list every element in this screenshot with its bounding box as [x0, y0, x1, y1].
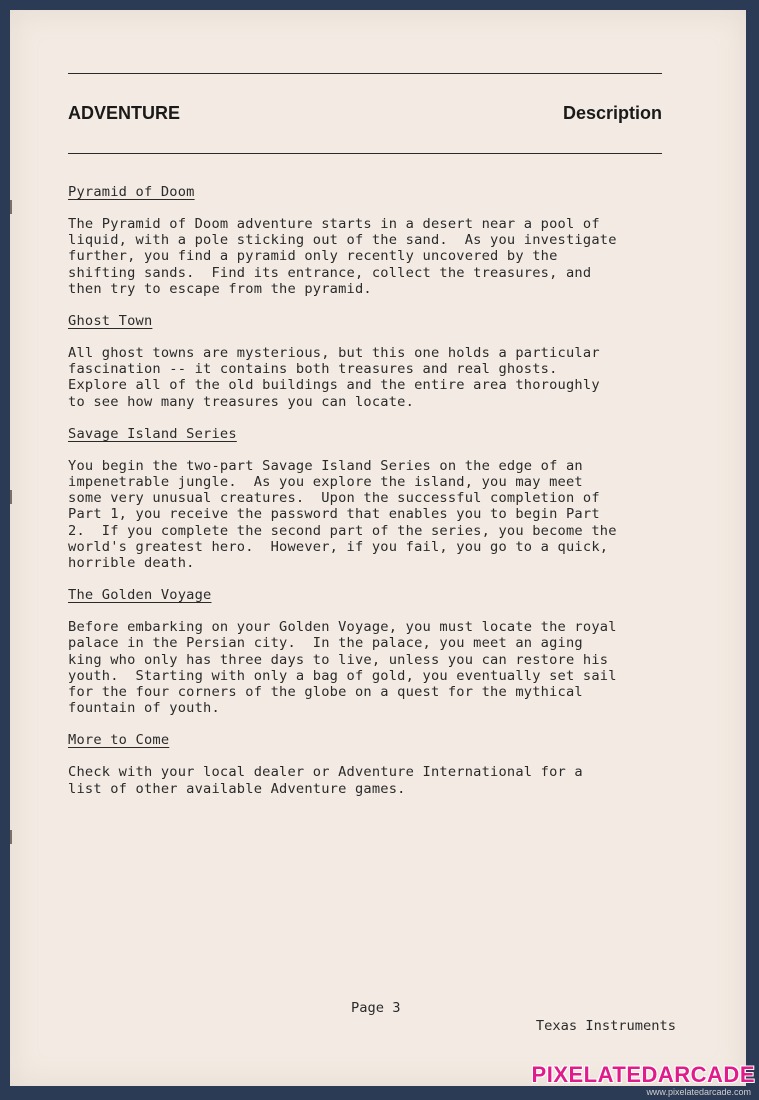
paragraph-line: horrible death. [68, 555, 195, 572]
paragraph-line: world's greatest hero. However, if you fail, you go to a quick, [68, 538, 609, 555]
paragraph-line: fountain of youth. [68, 700, 220, 717]
section-paragraph [68, 619, 688, 716]
paragraph-line: All ghost towns are mysterious, but this one holds a particular [68, 345, 600, 362]
paragraph-line: shifting sands. Find its entrance, collect the treasures, and [68, 264, 592, 281]
paragraph-line: king who only has three days to live, unless you can restore his [68, 651, 609, 668]
paragraph-line: youth. Starting with only a bag of gold, you eventually set sail [68, 667, 617, 684]
paragraph-line: Before embarking on your Golden Voyage, you must locate the royal [68, 619, 617, 636]
section-title: Ghost Town [68, 313, 153, 330]
paragraph-line: You begin the two-part Savage Island Series on the edge of an [68, 457, 583, 474]
header-title: ADVENTURE [68, 103, 181, 123]
paragraph-line: palace in the Persian city. In the palace, you meet an aging [68, 635, 583, 652]
header-top-rule [68, 73, 662, 74]
header-subtitle: Description [562, 103, 662, 123]
paragraph-line: then try to escape from the pyramid. [68, 280, 372, 297]
section-paragraph [68, 216, 688, 297]
binding-hole-mark [10, 830, 12, 844]
section-title: Savage Island Series [68, 425, 237, 442]
paragraph-line: for the four corners of the globe on a quest for the mythical [68, 684, 583, 701]
paragraph-line: impenetrable jungle. As you explore the island, you may meet [68, 474, 583, 491]
paragraph-line: Explore all of the old buildings and the entire area thoroughly [68, 377, 600, 394]
paragraph-line: liquid, with a pole sticking out of the sand. As you investigate [68, 232, 617, 249]
section-title: More to Come [68, 732, 170, 749]
manual-page [10, 10, 746, 1086]
paragraph-line: 2. If you complete the second part of the series, you become the [68, 522, 617, 539]
paragraph-line: further, you find a pyramid only recently uncovered by the [68, 248, 558, 265]
paragraph-line: Check with your local dealer or Adventure International for a [68, 764, 583, 781]
section-paragraph [68, 345, 688, 410]
page-body [68, 184, 688, 813]
paragraph-line: The Pyramid of Doom adventure starts in a desert near a pool of [68, 216, 600, 232]
header-bottom-rule [68, 153, 662, 154]
paragraph-line: list of other available Adventure games. [68, 780, 406, 797]
paragraph-line: Part 1, you receive the password that enables you to begin Part [68, 506, 600, 523]
publisher-name: Texas Instruments [535, 1018, 676, 1034]
section-title: The Golden Voyage [68, 587, 212, 604]
paragraph-line: to see how many treasures you can locate. [68, 393, 415, 410]
page-number: Page 3 [351, 1000, 401, 1016]
paragraph-line: fascination -- it contains both treasures and real ghosts. [68, 361, 558, 378]
section-paragraph [68, 458, 688, 571]
watermark-brand: PIXELATEDARCADE [531, 1062, 755, 1087]
binding-hole-mark [10, 200, 12, 214]
paragraph-line: some very unusual creatures. Upon the successful completion of [68, 490, 600, 507]
binding-hole-mark [10, 490, 12, 504]
section-paragraph [68, 764, 688, 796]
watermark-url: www.pixelatedarcade.com [646, 1087, 751, 1097]
section-title: Pyramid of Doom [68, 184, 195, 200]
